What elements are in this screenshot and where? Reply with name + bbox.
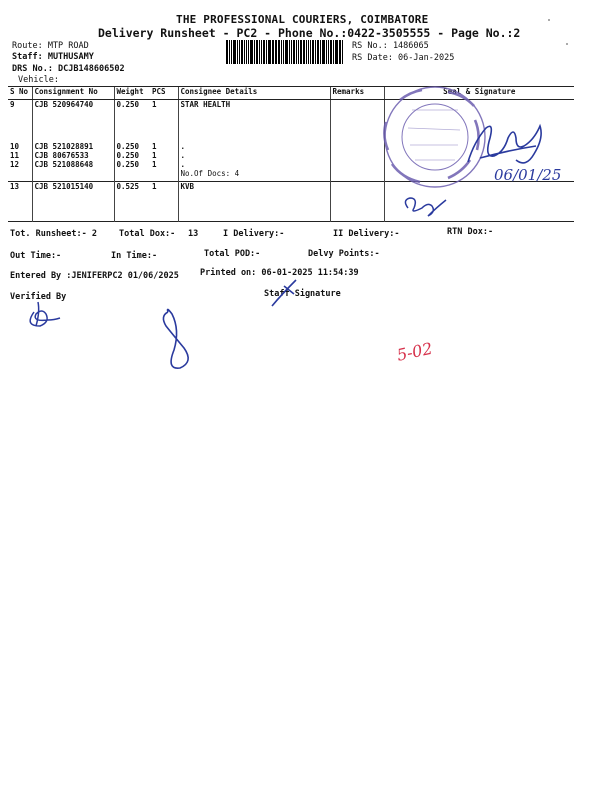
col-header-seal: Seal & Signature [384, 87, 574, 100]
barcode-bar [303, 40, 306, 64]
barcode-bar [333, 40, 334, 64]
barcode-bar [342, 40, 343, 64]
barcode-bar [229, 40, 230, 64]
row-pcs: 1 [152, 159, 157, 169]
barcode-bar [330, 40, 332, 64]
row-sno: 13 [10, 182, 20, 191]
handwritten-date: 06/01/25 [494, 166, 562, 184]
row-pcs: 1 [152, 141, 157, 151]
i-delivery: I Delivery:- [223, 229, 285, 239]
row-pcs: 1 [152, 100, 157, 109]
row-weight: 0.250 [114, 160, 150, 182]
ii-delivery: II Delivery:- [333, 229, 400, 239]
barcode-bar [275, 40, 277, 64]
barcode-bar [320, 40, 321, 64]
barcode-bar [237, 40, 238, 64]
barcode-bar [250, 40, 253, 64]
barcode-bar [283, 40, 284, 64]
barcode-bar [239, 40, 241, 64]
barcode-bar [273, 40, 274, 64]
row-consignment: CJB 80676533 [32, 151, 114, 160]
barcode-bar [312, 40, 314, 64]
barcode-bar [246, 40, 247, 64]
total-pod: Total POD:- [204, 249, 261, 259]
out-time: Out Time:- [10, 251, 62, 261]
route-label: Route: MTP ROAD [12, 41, 89, 51]
row-consignment: CJB 521015140 [32, 182, 114, 222]
total-dox-label: Total Dox:- [119, 229, 176, 239]
handwritten-eight [163, 309, 188, 368]
barcode-bar [317, 40, 319, 64]
staff-signature-label: Staff Signature [264, 289, 341, 299]
row-pcs: 1 [152, 182, 157, 191]
col-header-consignee: Consignee Details [178, 87, 330, 100]
row-sno: 12 [10, 159, 20, 169]
barcode-bar [291, 40, 292, 64]
barcode-bar [335, 40, 336, 64]
runsheet-title: Delivery Runsheet - PC2 - Phone No.:0422-3505555 - Page No.:2 [98, 26, 521, 40]
row-consignee: . [178, 151, 330, 160]
in-time: In Time:- [111, 251, 158, 261]
row-consignment: CJB 521088648 [32, 160, 114, 182]
staff-label: Staff: MUTHUSAMY [12, 52, 94, 62]
barcode-bar [310, 40, 311, 64]
row-remarks [330, 182, 384, 222]
verified-by: Verified By [10, 292, 67, 302]
printed-on: Printed on: 06-01-2025 11:54:39 [200, 268, 359, 278]
barcode-bar [241, 40, 243, 64]
drs-number: DRS No.: DCJB148606502 [12, 64, 125, 74]
barcode-bar [244, 40, 245, 64]
row-weight: 0.525 [114, 182, 150, 222]
barcode-bar [231, 40, 232, 64]
barcode-bar [281, 40, 282, 64]
row-consignee [178, 160, 330, 182]
barcode-bar [266, 40, 267, 64]
row-weight: 0.250 [114, 151, 150, 160]
row-remarks [330, 142, 384, 151]
row-remarks [330, 100, 384, 142]
barcode-bar [300, 40, 302, 64]
barcode-bar [268, 40, 271, 64]
barcode-bar [256, 40, 258, 64]
col-header-sno: S No [8, 87, 32, 100]
row-seal [384, 182, 574, 222]
barcode-bar [254, 40, 255, 64]
docs-count-note: No.Of Docs: 4 [180, 168, 240, 178]
row-consignee: KVB [178, 182, 330, 222]
row-remarks [330, 160, 384, 182]
barcode-bar [328, 40, 329, 64]
row-seal [384, 100, 574, 182]
barcode-bar [336, 40, 338, 64]
row-consignee: . [178, 142, 330, 151]
barcode-bar [233, 40, 236, 64]
row-consignee-text: . [180, 159, 186, 169]
rtn-dox: RTN Dox:- [447, 227, 494, 237]
rs-date: RS Date: 06-Jan-2025 [352, 53, 455, 63]
row-consignee: STAR HEALTH [178, 100, 330, 142]
corner-marks [548, 20, 568, 44]
col-header-consignment: Consignment No [32, 87, 114, 100]
row-weight: 0.250 [114, 100, 150, 142]
handwritten-red-note: 5-02 [395, 338, 435, 365]
rs-number: RS No.: 1486065 [352, 41, 429, 51]
delvy-points: Delvy Points:- [308, 249, 380, 259]
barcode-bar [315, 40, 316, 64]
barcode-bar [248, 40, 249, 64]
barcode-bar [263, 40, 265, 64]
verified-signature [30, 302, 60, 326]
row-sno: 10 [10, 141, 20, 151]
barcode-image [226, 40, 344, 64]
barcode-bar [296, 40, 297, 64]
barcode-bar [293, 40, 295, 64]
row-sno: 11 [10, 150, 20, 160]
col-header-remarks: Remarks [330, 87, 384, 100]
runsheet-table [8, 86, 574, 222]
barcode-bar [285, 40, 288, 64]
total-dox-value: 13 [188, 229, 199, 239]
row-sno: 9 [10, 100, 15, 109]
col-header-weight: Weight [114, 87, 150, 100]
entered-by: Entered By :JENIFERPC2 01/06/2025 [10, 271, 179, 281]
barcode-bar [298, 40, 299, 64]
barcode-bar [226, 40, 228, 64]
tot-runsheet: Tot. Runsheet:- 2 [10, 229, 97, 239]
row-consignment: CJB 521028891 [32, 142, 114, 151]
barcode-bar [306, 40, 307, 64]
vehicle-label: Vehicle: [18, 75, 59, 85]
barcode-bar [322, 40, 325, 64]
row-weight: 0.250 [114, 142, 150, 151]
barcode-bar [259, 40, 260, 64]
barcode-bar [261, 40, 262, 64]
barcode-bar [308, 40, 309, 64]
col-header-pcs: PCS [150, 87, 178, 100]
row-remarks [330, 151, 384, 160]
company-name: THE PROFESSIONAL COURIERS, COIMBATORE [176, 13, 429, 26]
barcode-bar [339, 40, 341, 64]
row-pcs: 1 [152, 150, 157, 160]
barcode-bar [289, 40, 290, 64]
barcode-bar [272, 40, 273, 64]
barcode-bar [278, 40, 280, 64]
barcode-bar [326, 40, 327, 64]
row-consignment: CJB 520964740 [32, 100, 114, 142]
